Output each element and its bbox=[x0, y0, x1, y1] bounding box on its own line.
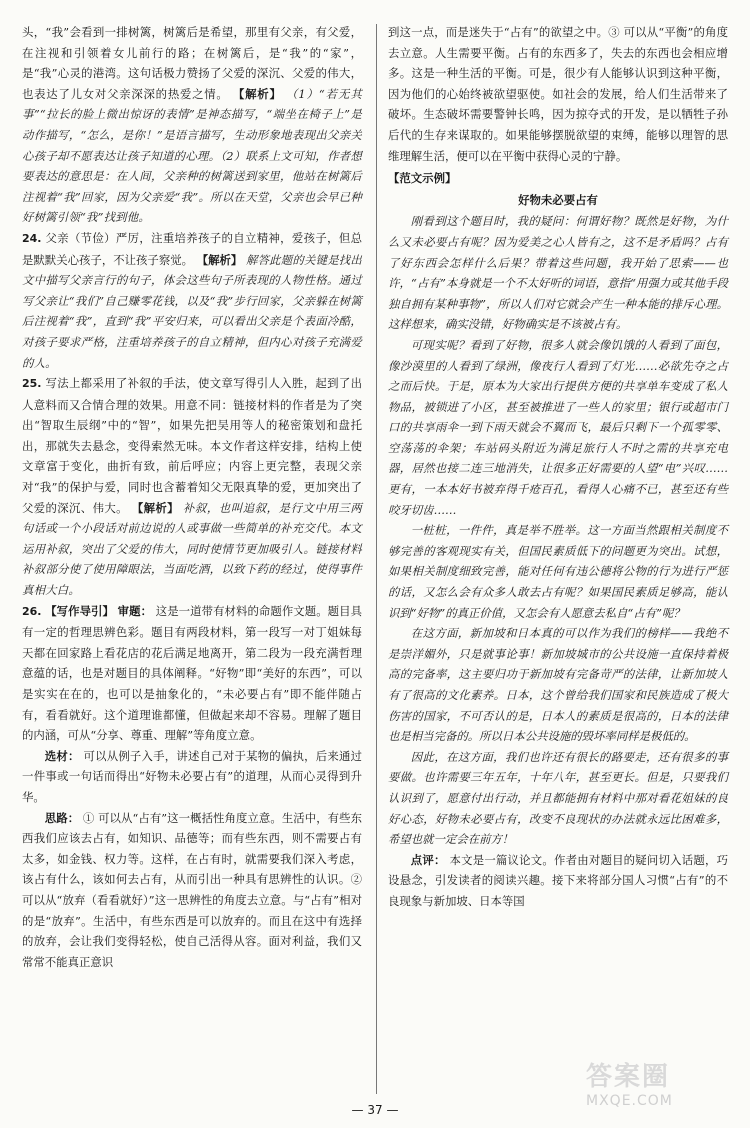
question-24-answer: 父亲（节俭）严厉，注重培养孩子的自立精神，爱孩子，但总是默默关心孩子，不让孩子察觉。 bbox=[22, 230, 362, 267]
question-25-answer: 写法上都采用了补叙的手法，使文章写得引人入胜，起到了出人意料而又合情合理的效果。用意不同：链接材料的作者是为了突出“智取生辰纲”中的“智”，如果先把吴用等人的秘密策划和盘托出，那就失去悬念，变得索然无味。本文作者这样安排，结构上使文章富于变化，曲折有致，前后呼应；内容上更完整，表现父亲对“我”的保护与爱，同时也含蓄着知父无限真挚的爱，更加突出了父爱的深沉、伟大。 bbox=[22, 376, 362, 515]
question-25-analysis: 补叙，也叫追叙，是行文中用三两句话或一个小段话对前边说的人或事做一些简单的补充交代。本文运用补叙，突出了父爱的伟大，同时使情节更加吸引人。链接材料补叙部分使了使用障眼法，当面吃酒，以致下药的经过，使得事件真相大白。 bbox=[22, 500, 362, 598]
essay-title: 好物未必要占有 bbox=[518, 192, 598, 207]
question-24-number: 24. bbox=[22, 231, 42, 245]
question-25-number: 25. bbox=[22, 377, 42, 391]
watermark-logo bbox=[586, 1056, 736, 1118]
page bbox=[22, 22, 728, 1097]
intro-analysis: （1）“若无其事”“拉长的脸上微出惊讶的表情”是神态描写，“端坐在椅子上”是动作描写，“怎么，是你！”是语言描写，生动形象地表现出父亲关心孩子却不愿表达让孩子知道的心理。（2）联系上文可知，作者想要表达的意思是：在人间，父亲种的树篱送到家里，他站在树篱后注视着“我”回家，因为父亲爱“我”。所以在天堂，父亲也会早已种好树篱引领“我”找到他。 bbox=[22, 86, 362, 225]
silu-continued: 到这一点，而是迷失于“占有”的欲望之中。③ 可以从“平衡”的角度去立意。人生需要平衡。占有的东西多了，失去的东西也会相应增多。这是一种生活的平衡。可是，很少有人能够认识到这种平衡，因为他们的心始终被欲望驱使。如社会的发展，给人们生活带来了破坏。生态破坏需要警钟长鸣，因为掠夺式的开发，是以牺牲子孙后代的生存来谋取的。如果能够摆脱欲望的束缚，能够以理智的思维理解生活，便可以在平衡中获得心灵的宁静。 bbox=[388, 25, 728, 163]
page-number: — 37 — bbox=[351, 1103, 399, 1117]
intro-analysis-tag: 【解析】 bbox=[232, 86, 282, 101]
question-26 bbox=[22, 601, 362, 746]
silu-text: ① 可以从“占有”这一概括性角度立意。生活中，有些东西我们应该去占有，如知识、品德等；而有些东西，则不需要占有太多，如金钱、权力等。这样，在占有时，就需要我们深入考虑，该占有什么，该如何去占有，从而引出一种具有思辨性的认识。② 可以从“放弃（看看就好）”这一思辨性的角度去立意。与“占有”相对的是“放弃”。生活中，有些东西是可以放弃的。而且在这中有选择的放弃，会让我们变得轻松，使自己活得从容。面对利益，我们又常常不能真正意识 bbox=[22, 810, 362, 969]
essay-paragraph-1: 刚看到这个题目时，我的疑问：何谓好物？既然是好物，为什么又未必要占有呢？因为爱美之心人皆有之，这不是矛盾吗？占有了好东西会怎样什么后果？带着这些问题，我开始了思索——也许，“占有”本身就是一个不太好听的词语，意指“用强力或其他手段独自拥有某种事物”，所以人们对它就会产生一种本能的排斥心理。这样想来，确实没错，好物确实是不该被占有。 bbox=[388, 214, 728, 332]
question-24 bbox=[22, 228, 362, 373]
essay-paragraph-4: 在这方面，新加坡和日本真的可以作为我们的榜样——我绝不是崇洋媚外，只是就事论事！新加坡城市的公共设施一直保持着极高的完备率，这主要归功于新加坡有完备苛严的法律，让新加坡人有了很高的文化素养。日本，这个曾给我们国家和民族造成了极大伤害的国家，不可否认的是，日本人的素质是很高的，日本的法律也是相当完备的。所以日本公共设施的毁坏率同样是极低的。 bbox=[388, 626, 728, 744]
essay-paragraph-3: 一桩桩，一件件，真是举不胜举。这一方面当然跟相关制度不够完善的客观现实有关，但国民素质低下的问题更为突出。试想，如果相关制度细致完善，能对任何有违公德将公物的行为进行严惩的话，又怎么会有众多人敢去占有呢？如果国民素质足够高，能认识到“好物”的真正价值，又怎会有人愿意去私自“占有”呢？ bbox=[388, 523, 728, 620]
review-label: 点评： bbox=[410, 852, 446, 867]
question-25-analysis-tag: 【解析】 bbox=[131, 500, 179, 515]
shenti-text: 这是一道带有材料的命题作文题。题目具有一定的哲理思辨色彩。题目有两段材料，第一段写一对丁姐妹每天都在回家路上看花店的花后满足地离开，第二段为一段充满哲理意蕴的话，也是对题目的具体阐释。“好物”即“美好的东西”，可以是实实在在的，也可以是抽象化的，“未必要占有”即不能伴随占有，看看就好。这个道理谁都懂，但做起来却不容易。理解了题目的内涵，可从“分享、尊重、理解”等角度立意。 bbox=[22, 603, 362, 743]
writing-guide-tag: 【写作导引】 bbox=[45, 603, 114, 618]
watermark-text: 答案圈 bbox=[586, 1062, 671, 1092]
essay-paragraph-5: 因此，在这方面，我们也许还有很长的路要走，还有很多的事要做。也许需要三年五年，十年八年，甚至更长。但是，只要我们认识到了，愿意付出行动，并且都能拥有材料中那对看花姐妹的良好心态，好物未必要占有，改变不良现状的办法就永远比困难多，希望也就一定会在前方！ bbox=[388, 749, 728, 847]
review-text: 本文是一篇议论文。作者由对题目的疑问切入话题，巧设悬念，引发读者的阅读兴趣。接下来将部分国人习惯“占有”的不良现象与新加坡、日本等国 bbox=[388, 852, 728, 908]
left-column bbox=[22, 22, 362, 972]
sample-essay-heading: 【范文示例】 bbox=[388, 171, 457, 186]
essay-paragraph-2: 可现实呢？看到了好物，很多人就会像饥饿的人看到了面包，像沙漠里的人看到了绿洲，像夜行人看到了灯光……必欲先夺之占之而后快。于是，原本为大家出行提供方便的共享单车变成了私人物品，被锁进了小区，甚至被推进了一些人的家里；银行或超市门口的共享雨伞一到下雨天就会不翼而飞，最后只剩下一个孤零零、空荡荡的伞架；车站码头附近为满足旅行人不时之需的共享充电器，居然也接二连三地消失，让很多正好需要的人望“电”兴叹……更有，一本本好书被弃得千疮百孔，看得人心痛不已，甚至还有些咬牙切齿…… bbox=[388, 337, 728, 517]
column-divider bbox=[376, 24, 377, 1094]
question-24-analysis: 解答此题的关键是找出文中描写父亲言行的句子，体会这些句子所表现的人物性格。通过写父亲让“我们”自己赚零花钱，以及“我”步行回家，父亲躲在树篱后注视着“我”，直到“我”平安归来，可以看出父亲是个表面冷酷，对孩子要求严格，注重培养孩子的自立精神，但内心对孩子充满爱的人。 bbox=[22, 252, 362, 370]
question-24-analysis-tag: 【解析】 bbox=[196, 252, 243, 267]
silu-label: 思路： bbox=[44, 810, 80, 825]
watermark-url: MXQE.COM bbox=[586, 1093, 673, 1109]
xuancai-label: 选材： bbox=[44, 748, 80, 763]
intro-paragraph bbox=[22, 22, 362, 228]
xuancai-text: 可以从例子入手，讲述自己对于某物的偏执，后来通过一件事或一句话而得出“好物未必要占有”的道理，从而心灵得到升华。 bbox=[22, 748, 362, 804]
question-25 bbox=[22, 373, 362, 601]
question-26-number: 26. bbox=[22, 604, 42, 618]
xuancai-paragraph bbox=[22, 746, 362, 808]
silu-paragraph bbox=[22, 808, 362, 973]
right-column bbox=[388, 22, 728, 912]
shenti-label: 审题： bbox=[117, 603, 153, 618]
review-paragraph bbox=[388, 850, 728, 912]
intro-text: 头，“我”会看到一排树篱，树篱后是希望，那里有父亲，有父爱，在注视和引领着女儿前行的路；在树篱后，是“我”的“家”，是“我”心灵的港湾。这句话极力赞扬了父爱的深沉、父爱的伟大，也表达了儿女对父亲深深的热爱之情。 bbox=[22, 25, 362, 101]
